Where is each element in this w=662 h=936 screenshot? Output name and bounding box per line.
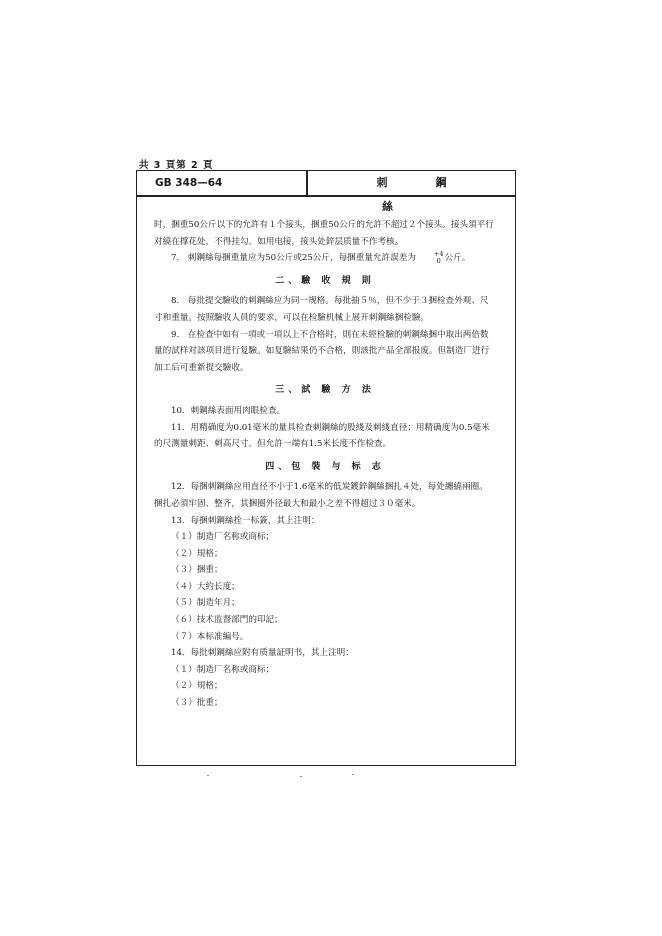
clause-12: 12．每捆刺鋼絲应用直径不小于1.6毫米的低炭鍍鋅鋼絲捆扎４处，每处纏繞兩圈。捆扎必須牢固、整齐，其捆圈外径最大和最小之差不得超过３０毫米。 [154, 482, 488, 509]
document-frame [136, 170, 516, 766]
continued-paragraph: 时，捆重50公斤以下的允許有１个接头，捆重50公斤的允許不超过２个接头。接头須平行对繞在撑花处，不得挂勾。如用电接，接头处鋅层质量不作考核。 [154, 220, 494, 247]
list-item: （３）批重； [171, 698, 223, 709]
clause-7 [154, 250, 496, 267]
clause-13-intro: 13．每捆刺鋼絲拴一标簽，其上注明： [171, 515, 320, 526]
scan-speck [207, 775, 209, 776]
tolerance-plus: +4 [433, 250, 444, 259]
section-heading-test-methods: 三、試 驗 方 法 [275, 385, 375, 396]
list-item: （６）技术监督部門的印記； [171, 615, 283, 626]
scan-speck [300, 776, 302, 777]
list-item: （１）制造厂名称或商标； [171, 664, 275, 675]
list-item: （２）規格； [171, 548, 223, 559]
list-item: （５）制造年月； [171, 598, 240, 609]
clause-8: 8. 每批提交驗收的刺鋼絲应为同一规格。每批抽５％，但不少于３捆检查外观、尺寸和重量。按照驗收人員的要求，可以在检驗机械上展开刺鋼絲捆检驗。 [154, 296, 489, 323]
clause-9: 9. 在检查中如有一項或一項以上不合格时，則在未經检驗的刺鋼絲捆中取出两倍数量的試样对該项目进行复驗。如复驗結果仍不合格，則該批产品全部报废。但制造厂进行加工后可重新提交驗收。 [154, 329, 490, 373]
scan-speck [352, 774, 354, 775]
clause-14-list [154, 662, 496, 712]
clause-14-intro: 14．每批刺鋼絲应附有质量証明书，其上注明： [171, 648, 354, 659]
list-item: （２）規格； [171, 681, 223, 692]
list-item: （７）本标准編号。 [171, 631, 249, 642]
list-item: （３）捆重； [171, 565, 223, 576]
section-heading-packing: 四、包 裝 与 标 志 [265, 461, 385, 472]
standard-title: 刺鋼絲 [376, 176, 495, 213]
clause-7-text: 7. 刺鋼絲每捆重量应为50公斤或25公斤，每捆重量允許誤差为 [171, 253, 416, 264]
tolerance [417, 251, 444, 264]
clause-10: 10．刺鋼絲表面用肉眼检查。 [171, 405, 286, 416]
document-body [154, 217, 496, 712]
standard-header [137, 171, 515, 213]
list-item: （４）大約长度； [171, 581, 240, 592]
page-count: 共 3 頁第 2 頁 [139, 160, 214, 171]
standard-code: GB 348—64 [137, 171, 308, 195]
clause-11: 11．用精确度为0.01毫米的量具检查刺鋼絲的股綫及刺綫直径；用精确度为0.5毫米的尺测量刺距、刺高尺寸。但允許一端有1.5米长度不作检查。 [154, 422, 490, 450]
clause-7-suffix: 公斤。 [444, 253, 471, 264]
section-heading-acceptance: 二、驗 收 規 則 [275, 275, 375, 286]
clause-13-list [154, 529, 496, 645]
list-item: （１）制造厂名称或商标； [171, 532, 275, 543]
tolerance-minus: 0 [436, 256, 441, 265]
